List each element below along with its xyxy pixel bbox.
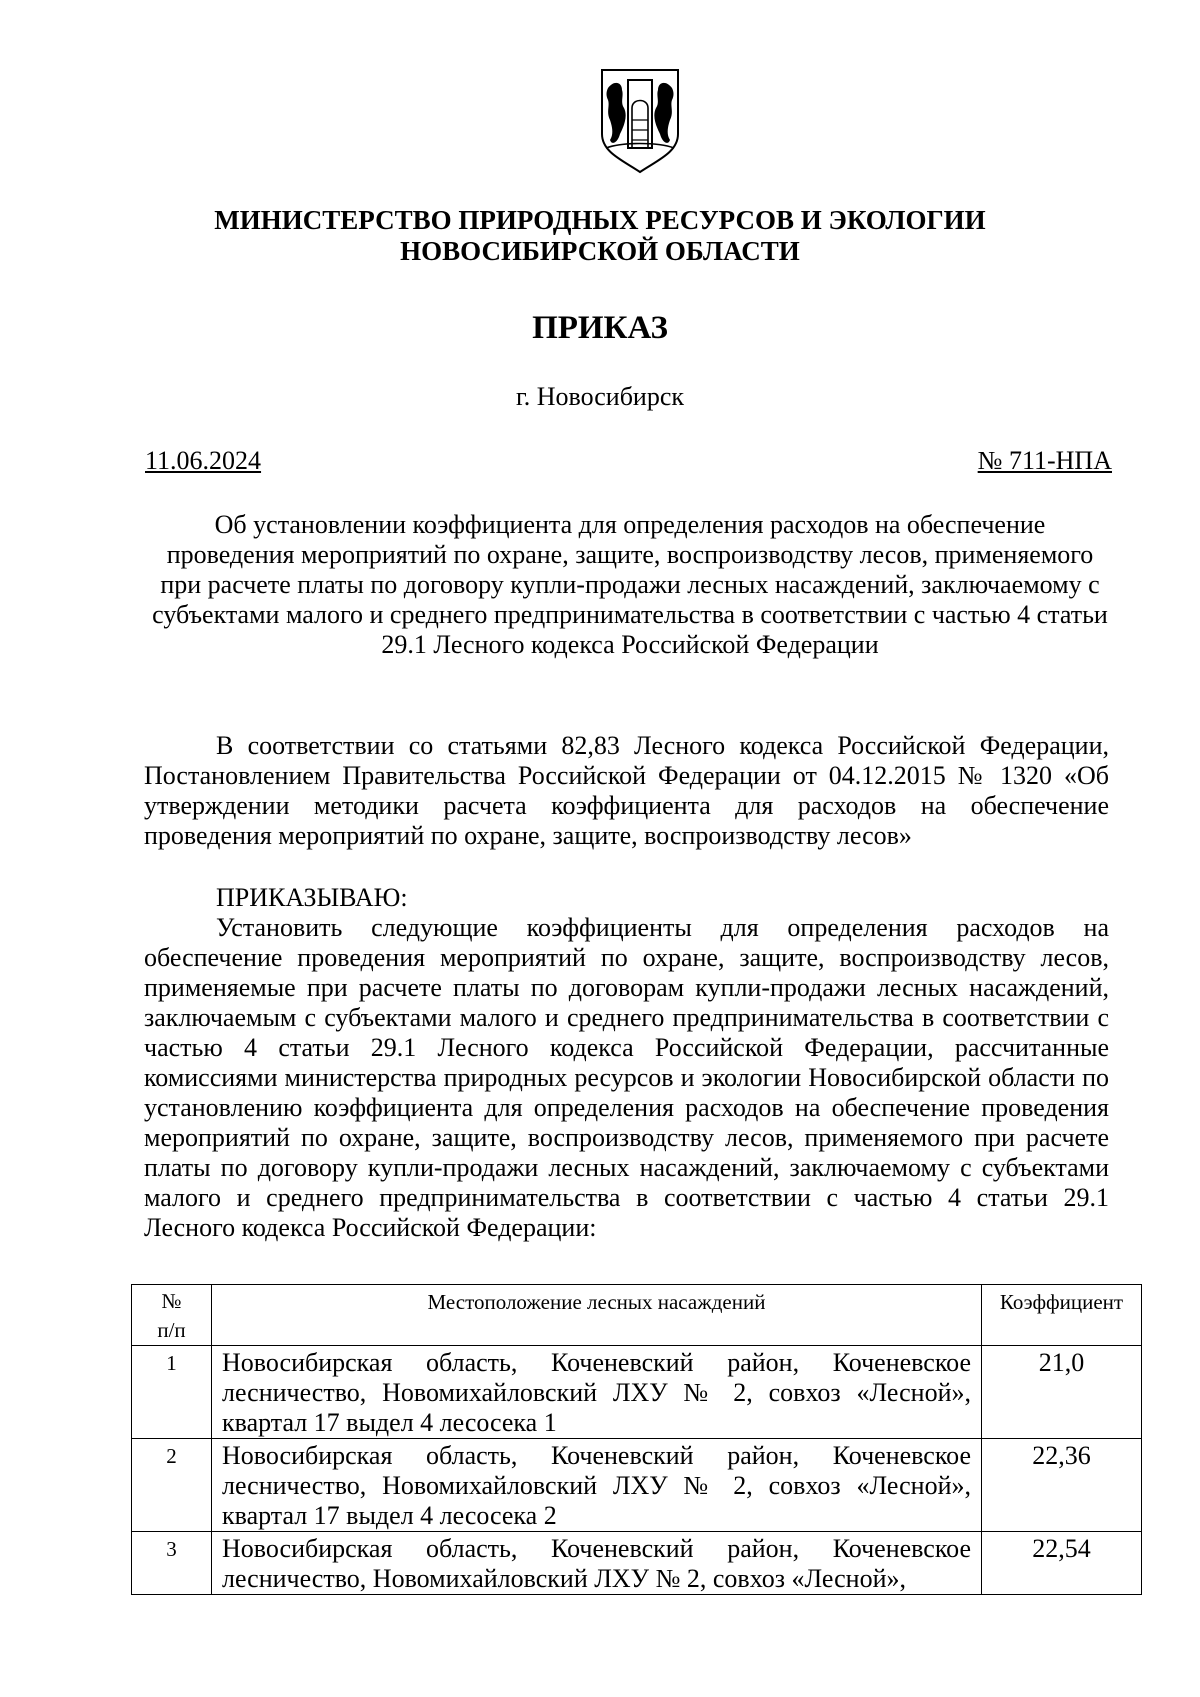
preamble-paragraph: В соответствии со статьями 82,83 Лесного кодекса Российской Федерации, Постановлением Правительства Российской Федерации от 04.12.2015 № 1320 «Об утверждении методики расчета коэффициента для расходов на обеспечение проведения мероприятий по охране, защите, воспроизводству лесов» [144,731,1109,850]
header-coefficient: Коэффициент [982,1285,1142,1346]
row-number: 1 [132,1346,212,1439]
table-header-row [132,1285,1142,1346]
table-row [132,1346,1142,1439]
row-number: 2 [132,1439,212,1532]
ministry-name-line1: МИНИСТЕРСТВО ПРИРОДНЫХ РЕСУРСОВ И ЭКОЛОГИИ [214,205,986,235]
coefficient-table [131,1284,1142,1595]
order-date: 11.06.2024 [145,446,262,475]
order-number: № 711-НПА [977,446,1112,475]
header-number [132,1285,212,1346]
order-subject: Об установлении коэффициента для определения расходов на обеспечение проведения мероприятий по охране, защите, воспроизводству лесов, применяемого при расчете платы по договору купли-продажи лесных насаждений, заключаемому с субъектами малого и среднего предпринимательства в соответствии с частью 4 статьи 29.1 Лесного кодекса Российской Федерации [152,510,1108,659]
decree-paragraph: Установить следующие коэффициенты для определения расходов на обеспечение проведения мероприятий по охране, защите, воспроизводству лесов, применяемые при расчете платы по договорам купли-продажи лесных насаждений, заключаемым с субъектами малого и среднего предпринимательства в соответствии с частью 4 статьи 29.1 Лесного кодекса Российской Федерации, рассчитанные комиссиями министерства природных ресурсов и экологии Новосибирской области по установлению коэффициента для определения расходов на обеспечение проведения мероприятий по охране, защите, воспроизводству лесов, применяемого при расчете платы по договору купли-продажи лесных насаждений, заключаемому с субъектами малого и среднего предпринимательства в соответствии с частью 4 статьи 29.1 Лесного кодекса Российской Федерации: [144,913,1109,1242]
header-number-line2: п/п [157,1318,186,1342]
coat-of-arms-emblem [598,68,682,174]
city: г. Новосибирск [515,382,685,411]
table-row [132,1532,1142,1595]
table-row [132,1439,1142,1532]
row-coefficient: 22,54 [982,1532,1142,1595]
row-coefficient: 21,0 [982,1346,1142,1439]
row-location: Новосибирская область, Коченевский район, Коченевское лесничество, Новомихайловский ЛХУ № 2, совхоз «Лесной», квартал 17 выдел 4 лесосека 2 [212,1439,982,1532]
header-number-line1: № [161,1289,182,1313]
decree-word: ПРИКАЗЫВАЮ: [216,883,408,912]
ministry-name [0,205,1200,267]
row-coefficient: 22,36 [982,1439,1142,1532]
row-location: Новосибирская область, Коченевский район, Коченевское лесничество, Новомихайловский ЛХУ № 2, совхоз «Лесной», квартал 17 выдел 4 лесосека 1 [212,1346,982,1439]
header-location: Местоположение лесных насаждений [212,1285,982,1346]
ministry-name-line2: НОВОСИБИРСКОЙ ОБЛАСТИ [400,236,800,266]
row-number: 3 [132,1532,212,1595]
order-title: ПРИКАЗ [532,310,668,346]
row-location: Новосибирская область, Коченевский район, Коченевское лесничество, Новомихайловский ЛХУ № 2, совхоз «Лесной», [212,1532,982,1595]
